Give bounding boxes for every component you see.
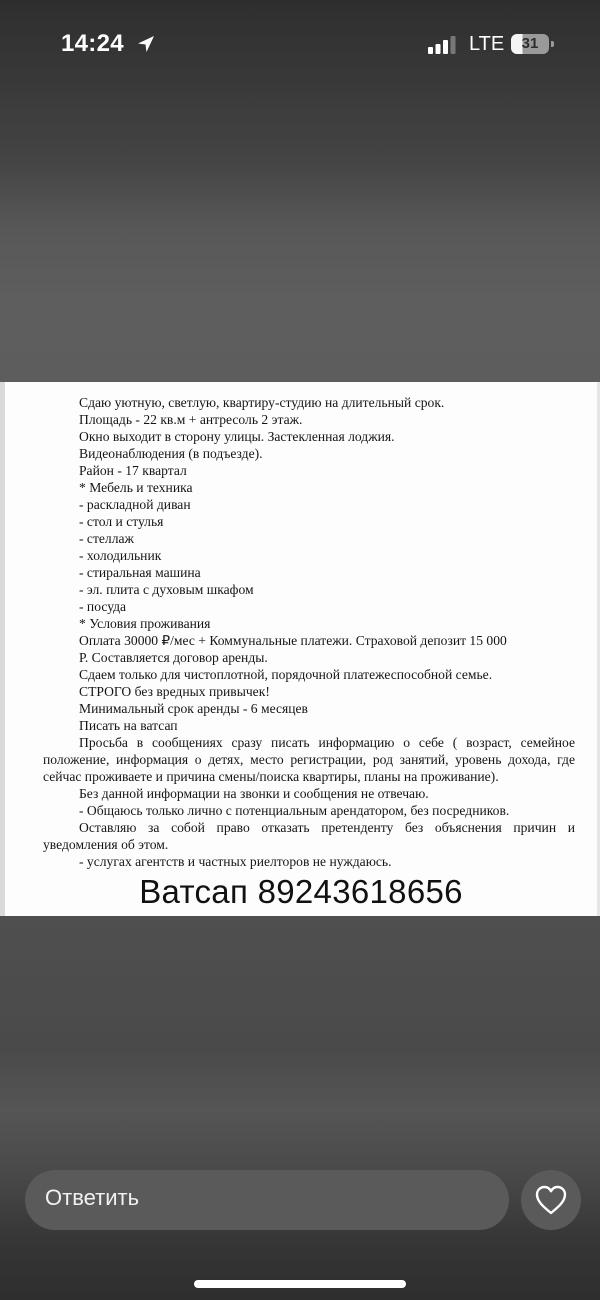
whatsapp-contact: Ватсап 89243618656: [139, 873, 463, 910]
ad-list-item: - раскладной диван: [79, 497, 191, 512]
ad-section-furniture: * Мебель и техника: [79, 480, 193, 495]
ad-line: Площадь - 22 кв.м + антресоль 2 этаж.: [79, 412, 303, 427]
ad-paragraph: Без данной информации на звонки и сообщения не отвечаю.: [79, 786, 429, 801]
ad-list-item: - холодильник: [79, 548, 162, 563]
heart-outline-icon: [534, 1184, 568, 1216]
ad-list-item: - посуда: [79, 599, 127, 614]
battery-level: 31: [521, 35, 539, 52]
cellular-signal-icon: [428, 36, 458, 54]
reply-placeholder: Ответить: [45, 1185, 140, 1210]
ad-list-item: - стеллаж: [79, 531, 134, 546]
ad-line: Р. Составляется договор аренды.: [79, 650, 268, 665]
ad-line: Район - 17 квартал: [79, 463, 187, 478]
ad-paragraph: - Общаюсь только лично с потенциальным арендатором, без посредников.: [79, 803, 510, 818]
status-bar: [0, 0, 600, 90]
ad-paragraph: Оставляю за собой право отказать претенденту без объяснения причин и уведомления об этом.: [43, 820, 575, 852]
ad-paragraph: - услугах агентств и частных риелторов не нуждаюсь.: [79, 854, 392, 869]
ad-price-line: Оплата 30000 ₽/мес + Коммунальные платежи. Страховой депозит 15 000: [79, 633, 507, 648]
ad-line: Видеонаблюдения (в подъезде).: [79, 446, 263, 461]
ad-list-item: - эл. плита с духовым шкафом: [79, 582, 254, 597]
network-type: LTE: [469, 33, 505, 55]
battery-icon: [511, 34, 555, 54]
location-arrow-icon: [136, 34, 156, 54]
status-time: 14:24: [61, 30, 124, 57]
ad-line: Сдаем только для чистоплотной, порядочной платежеспособной семье.: [79, 667, 493, 682]
rental-ad-document: [0, 382, 600, 916]
ad-text: [43, 394, 575, 870]
ad-section-conditions: * Условия проживания: [79, 616, 211, 631]
reply-input[interactable]: [25, 1170, 509, 1230]
ad-line: Сдаю уютную, светлую, квартиру-студию на длительный срок.: [79, 395, 445, 410]
ad-line: Минимальный срок аренды - 6 месяцев: [79, 701, 308, 716]
like-button[interactable]: [521, 1170, 581, 1230]
ad-line: Писать на ватсап: [79, 718, 178, 733]
home-indicator[interactable]: [194, 1280, 406, 1288]
ad-line: СТРОГО без вредных привычек!: [79, 684, 270, 699]
ad-list-item: - стол и стулья: [79, 514, 164, 529]
ad-paragraph: Просьба в сообщениях сразу писать информацию о себе ( возраст, семейное положение, информация о детях, место регистрации, род занятий, уровень дохода, где сейчас проживаете и причина смены/поиска квартиры, планы на проживание).: [43, 735, 575, 784]
ad-line: Окно выходит в сторону улицы. Застекленная лоджия.: [79, 429, 395, 444]
ad-list-item: - стиральная машина: [79, 565, 201, 580]
